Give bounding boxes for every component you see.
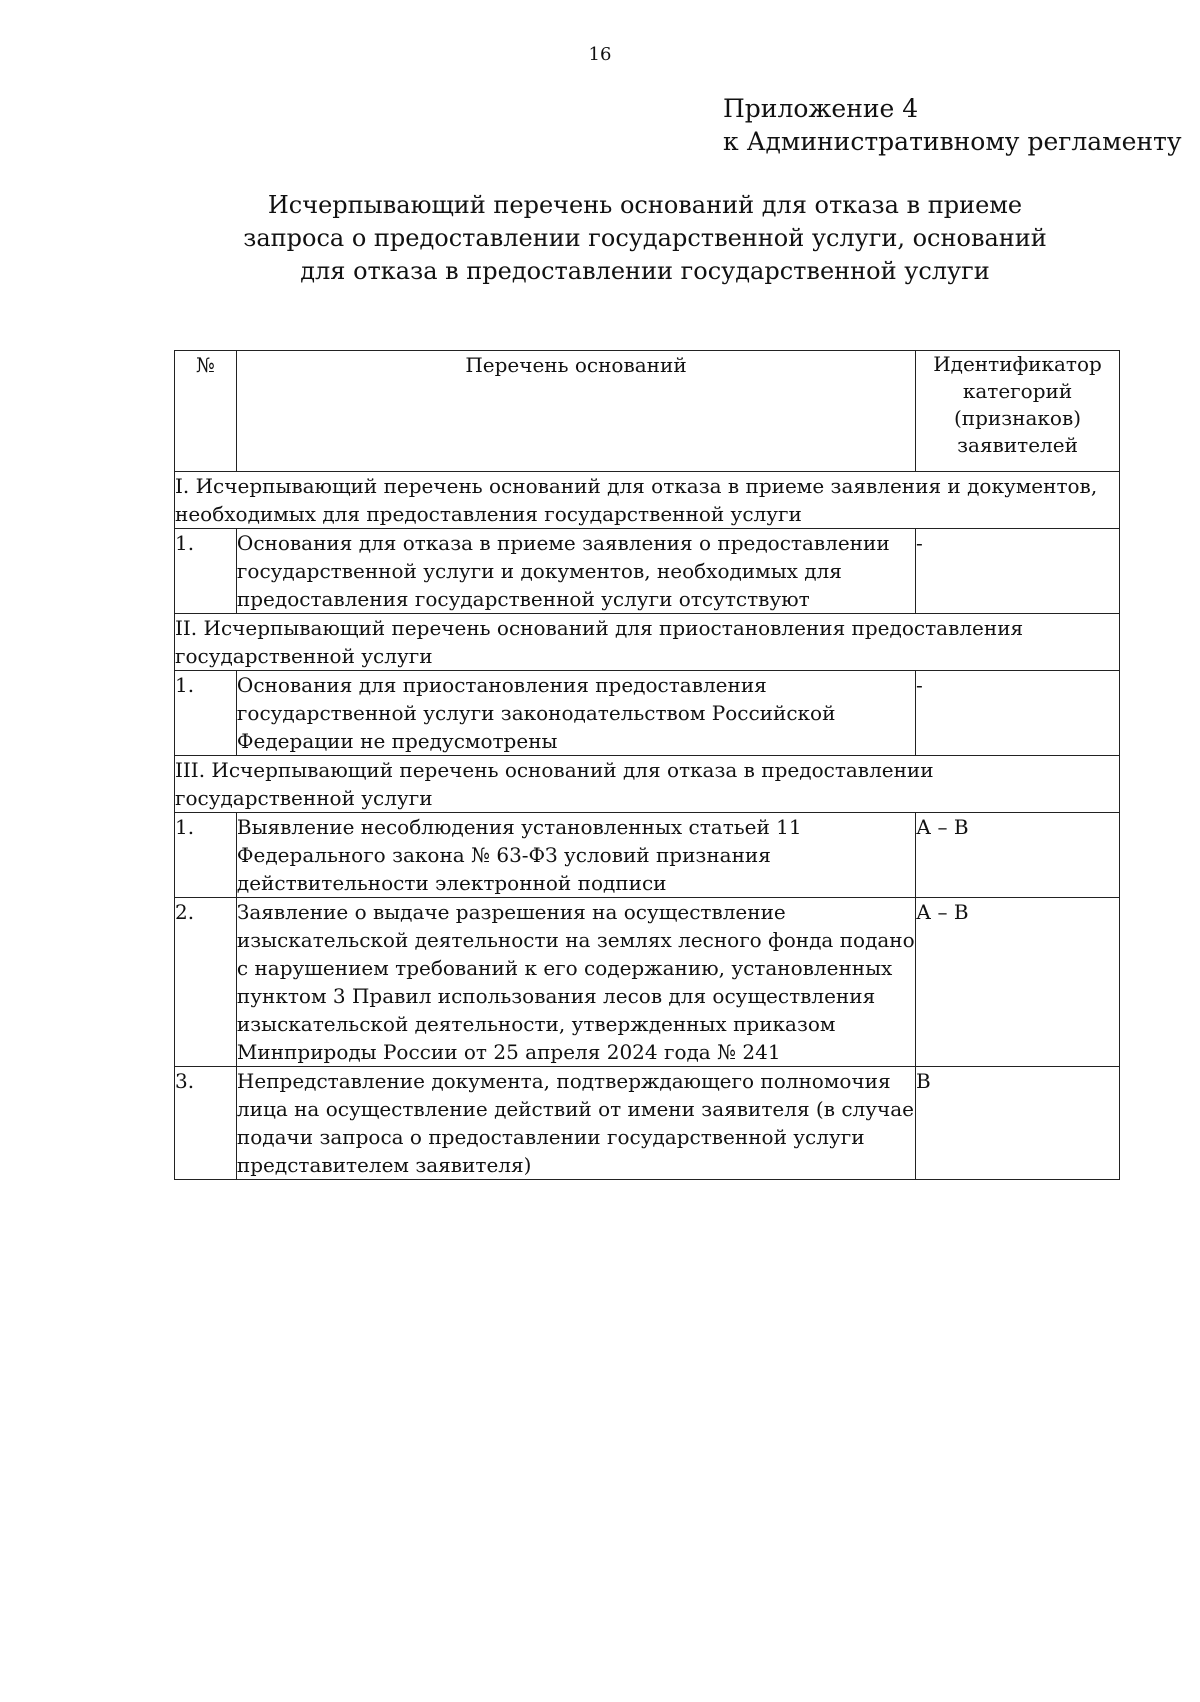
grounds-table <box>174 350 1120 1180</box>
header-number: № <box>175 351 237 472</box>
row-identifier: А – В <box>916 898 1120 1067</box>
section-row <box>175 472 1120 529</box>
table-row <box>175 898 1120 1067</box>
row-number: 1. <box>175 813 237 898</box>
table-header-row <box>175 351 1120 472</box>
table-row <box>175 671 1120 756</box>
appendix-line-2: к Административному регламенту <box>723 127 1182 156</box>
title-line-1: Исчерпывающий перечень оснований для отказа в приеме <box>267 191 1023 219</box>
row-number: 1. <box>175 671 237 756</box>
row-ground: Непредставление документа, подтверждающего полномочия лица на осуществление действий от имени заявителя (в случае подачи запроса о предоставлении государственной услуги представителем заявителя) <box>236 1067 915 1180</box>
table-row <box>175 1067 1120 1180</box>
header-identifier: Идентификатор категорий (признаков) заявителей <box>916 351 1120 472</box>
row-identifier: А – В <box>916 813 1120 898</box>
section-row <box>175 756 1120 813</box>
header-grounds: Перечень оснований <box>236 351 915 472</box>
row-ground: Заявление о выдаче разрешения на осуществление изыскательской деятельности на землях лесного фонда подано с нарушением требований к его содержанию, установленных пунктом 3 Правил использования лесов для осуществления изыскательской деятельности, утвержденных приказом Минприроды России от 25 апреля 2024 года № 241 <box>236 898 915 1067</box>
row-ground: Основания для отказа в приеме заявления о предоставлении государственной услуги и документов, необходимых для предоставления государственной услуги отсутствуют <box>236 529 915 614</box>
row-number: 2. <box>175 898 237 1067</box>
section-title-1: I. Исчерпывающий перечень оснований для отказа в приеме заявления и документов, необходимых для предоставления государственной услуги <box>175 472 1120 529</box>
row-ground: Основания для приостановления предоставления государственной услуги законодательством Российской Федерации не предусмотрены <box>236 671 915 756</box>
section-row <box>175 614 1120 671</box>
section-title-2: II. Исчерпывающий перечень оснований для приостановления предоставления государственной услуги <box>175 614 1120 671</box>
row-ground: Выявление несоблюдения установленных статьей 11 Федерального закона № 63-ФЗ условий признания действительности электронной подписи <box>236 813 915 898</box>
row-identifier: - <box>916 529 1120 614</box>
row-identifier: В <box>916 1067 1120 1180</box>
row-identifier: - <box>916 671 1120 756</box>
title-line-3: для отказа в предоставлении государственной услуги <box>300 257 990 285</box>
appendix-note <box>723 92 1182 158</box>
row-number: 3. <box>175 1067 237 1180</box>
title-line-2: запроса о предоставлении государственной услуги, оснований <box>243 224 1047 252</box>
page-number: 16 <box>588 44 612 65</box>
table-row <box>175 813 1120 898</box>
table-row <box>175 529 1120 614</box>
row-number: 1. <box>175 529 237 614</box>
section-title-3: III. Исчерпывающий перечень оснований для отказа в предоставлении государственной услуги <box>175 756 1120 813</box>
appendix-line-1: Приложение 4 <box>723 94 919 123</box>
document-title <box>150 189 1140 288</box>
